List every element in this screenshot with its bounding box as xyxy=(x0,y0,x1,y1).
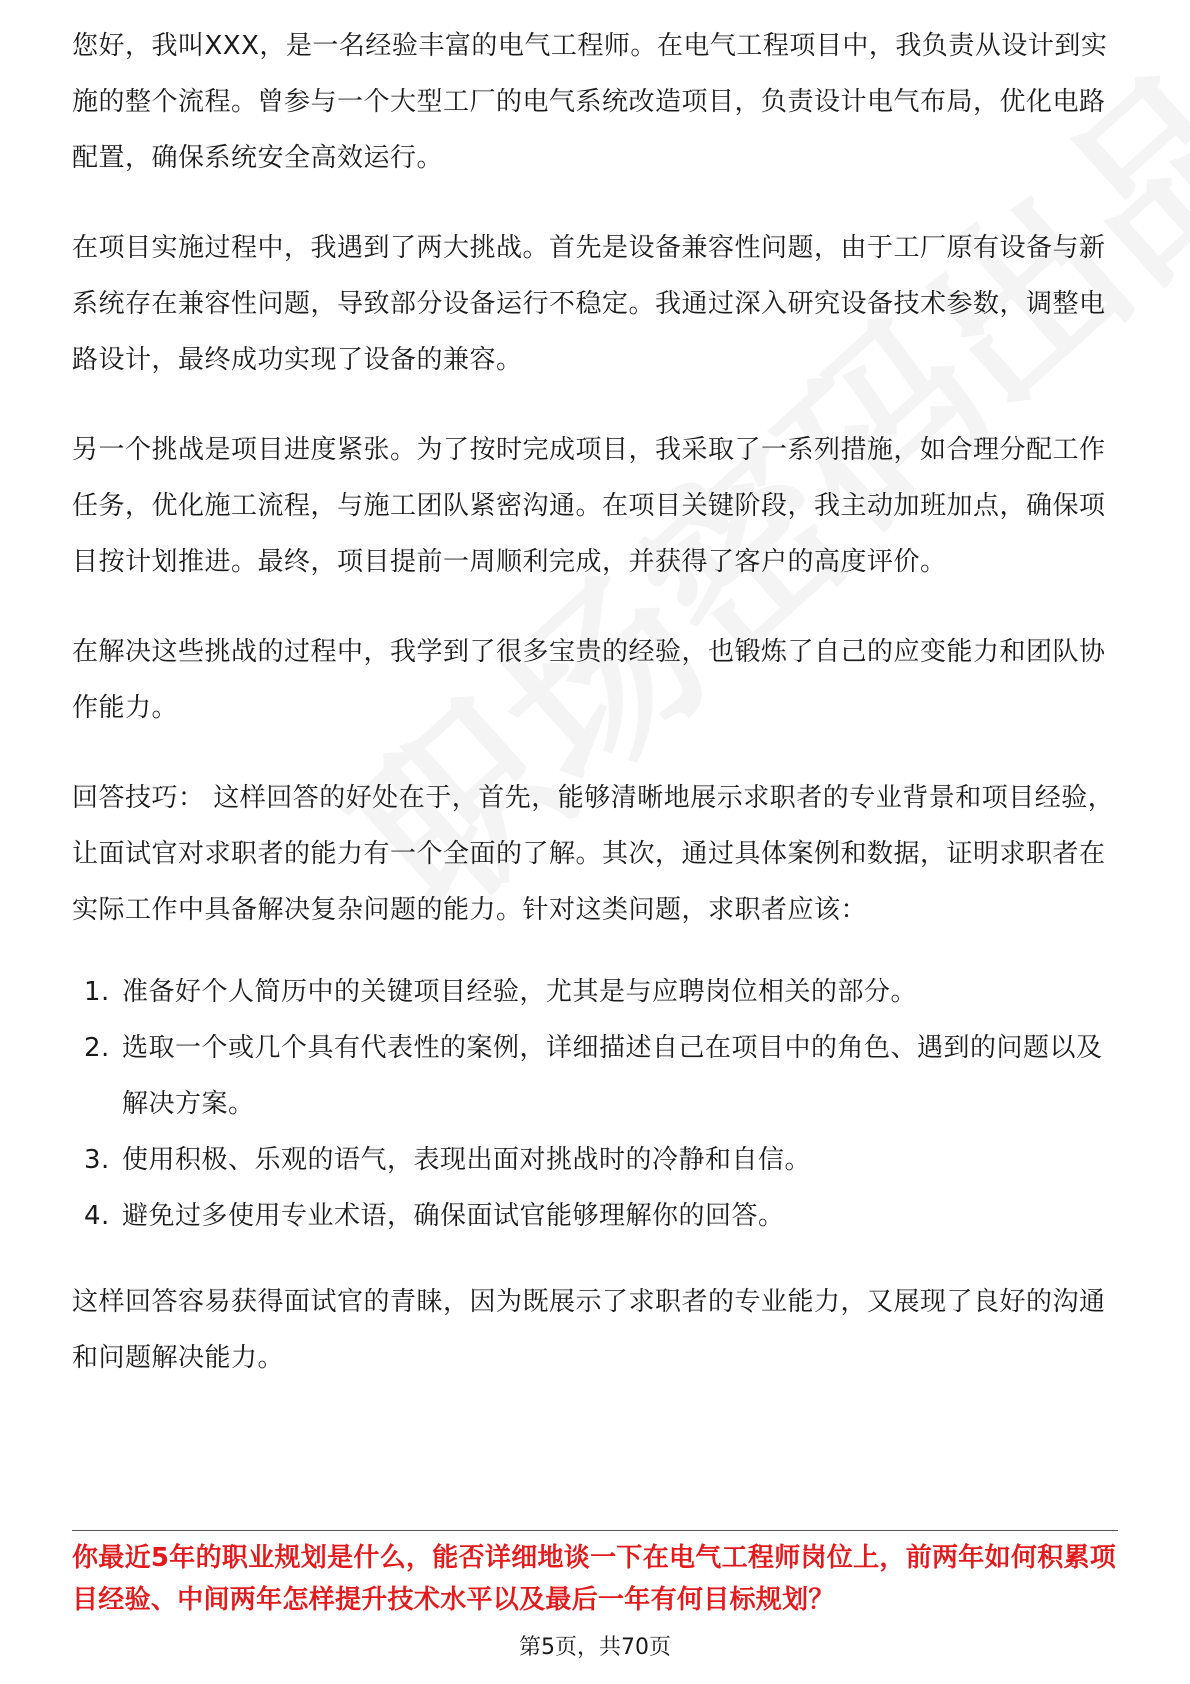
tips-list xyxy=(72,964,1118,1244)
list-item xyxy=(72,1132,1118,1188)
list-item xyxy=(72,964,1118,1020)
section-divider xyxy=(72,1530,1118,1531)
list-item-number: 1. xyxy=(84,977,110,1007)
paragraph-answer-tips: 回答技巧： 这样回答的好处在于，首先，能够清晰地展示求职者的专业背景和项目经验，让面试官对求职者的能力有一个全面的了解。其次，通过具体案例和数据，证明求职者在实际工作中具备解决复杂问题的能力。针对这类问题，求职者应该： xyxy=(72,783,1115,925)
list-item-text: 选取一个或几个具有代表性的案例，详细描述自己在项目中的角色、遇到的问题以及解决方案。 xyxy=(122,1033,1103,1119)
paragraph-challenge-two: 另一个挑战是项目进度紧张。为了按时完成项目，我采取了一系列措施，如合理分配工作任务，优化施工流程，与施工团队紧密沟通。在项目关键阶段，我主动加班加点，确保项目按计划推进。最终，项目提前一周顺利完成，并获得了客户的高度评价。 xyxy=(72,435,1106,577)
list-item-text: 避免过多使用专业术语，确保面试官能够理解你的回答。 xyxy=(122,1201,785,1231)
paragraph-intro: 您好，我叫XXX，是一名经验丰富的电气工程师。在电气工程项目中，我负责从设计到实施的整个流程。曾参与一个大型工厂的电气系统改造项目，负责设计电气布局，优化电路配置，确保系统安全高效运行。 xyxy=(72,31,1108,173)
next-question-heading: 你最近5年的职业规划是什么，能否详细地谈一下在电气工程师岗位上，前两年如何积累项目经验、中间两年怎样提升技术水平以及最后一年有何目标规划？ xyxy=(72,1543,1117,1615)
paragraph-challenge-one: 在项目实施过程中，我遇到了两大挑战。首先是设备兼容性问题，由于工厂原有设备与新系统存在兼容性问题，导致部分设备运行不稳定。我通过深入研究设备技术参数，调整电路设计，最终成功实现了设备的兼容。 xyxy=(72,233,1106,375)
list-item-text: 准备好个人简历中的关键项目经验，尤其是与应聘岗位相关的部分。 xyxy=(122,977,918,1007)
paragraph-lessons: 在解决这些挑战的过程中，我学到了很多宝贵的经验，也锻炼了自己的应变能力和团队协作能力。 xyxy=(72,637,1106,723)
content-body xyxy=(72,18,1118,1420)
list-item xyxy=(72,1020,1118,1132)
list-item xyxy=(72,1188,1118,1244)
list-item-number: 2. xyxy=(84,1033,110,1063)
list-item-number: 4. xyxy=(84,1201,110,1231)
paragraph-closing: 这样回答容易获得面试官的青睐，因为既展示了求职者的专业能力，又展现了良好的沟通和问题解决能力。 xyxy=(72,1287,1106,1373)
list-item-number: 3. xyxy=(84,1145,110,1175)
page-number: 第5页，共70页 xyxy=(519,1635,671,1660)
list-item-text: 使用积极、乐观的语气，表现出面对挑战时的冷静和自信。 xyxy=(122,1145,812,1175)
